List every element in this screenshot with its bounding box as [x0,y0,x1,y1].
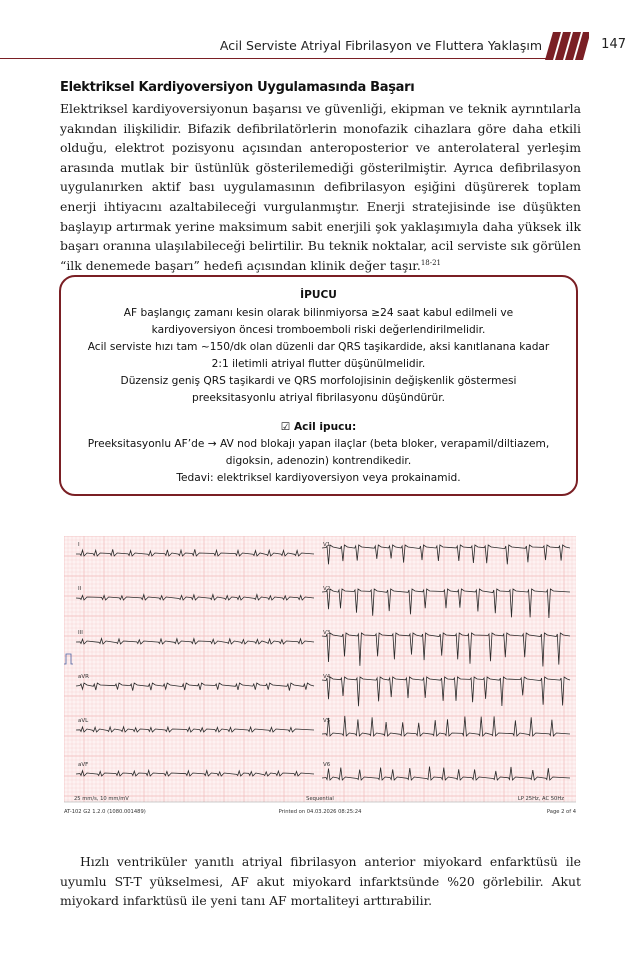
header-rule [0,58,552,59]
lead-label: aVF [78,762,89,768]
lead-label: V5 [323,718,331,724]
ecg-meta-text: 25 mm/s, 10 mm/mV [74,796,129,802]
page-header [0,0,640,64]
lead-label: III [78,630,83,636]
tip-line: Düzensiz geniş QRS taşikardi ve QRS morfolojisinin değişkenlik göstermesi preeksitasyonlu atriyal fibrilasyonu düşündürür. [120,375,517,404]
lead-label: V4 [323,674,331,680]
lead-label: I [78,542,80,548]
ecg-meta-text: Page 2 of 4 [546,809,576,815]
ecg-tracing [64,536,576,819]
ecg-meta-text: Sequential [306,796,334,802]
lead-label: V2 [323,586,331,592]
tip-line: Acil serviste hızı tam ~150/dk olan düzenli dar QRS taşikardide, aksi kanıtlanana kadar 2:1 iletimli atriyal flutter düşünülmelidir. [87,341,550,370]
page-number: 147 [601,37,626,52]
section-title: Elektriksel Kardiyoversiyon Uygulamasında Başarı [60,80,415,95]
lead-label: aVL [78,718,89,724]
running-title: Acil Serviste Atriyal Fibrilasyon ve Fluttera Yaklaşım [219,38,542,53]
lead-label: V1 [323,542,331,548]
acil-tip-line: Preeksitasyonlu AF’de → AV nod blokajı yapan ilaçlar (beta bloker, verapamil/diltiazem, digoksin, adenozin) kontrendikedir. [87,438,550,467]
lead-label: II [78,586,82,592]
ecg-meta-text: LP 25Hz, AC 50Hz [517,796,564,802]
header-stripes-icon [545,32,589,60]
lead-label: V6 [323,762,331,768]
acil-tip-title: ☑ Acil ipucu: [280,421,357,433]
ecg-figure [64,536,576,819]
lead-label: aVR [78,674,89,680]
tip-line: AF başlangıç zamanı kesin olarak bilinmiyorsa ≥24 saat kabul edilmeli ve kardiyoversiyon öncesi tromboemboli riski değerlendirilmelidir. [123,307,514,336]
acil-tip-line: Tedavi: elektriksel kardiyoversiyon veya prokainamid. [176,472,461,484]
ecg-meta-text: Printed on 04.03.2026 08:25:24 [278,809,362,815]
ecg-meta-text: AT-102 G2 1.2.0 (1080.001489) [64,809,146,815]
lead-label: V3 [323,630,331,636]
paragraph-text: Elektriksel kardiyoversiyonun başarısı ve güvenliği, ekipman ve teknik ayrıntılarla yakından ilişkilidir. Bifazik defibrilatörlerin monofazik cihazlara göre daha etkili olduğu, elektrot pozisyonu açısından anteroposterior ve anterolateral yerleşim arasında mutlak bir üstünlük gösterilemediği gösterilmiştir. Ayrıca defibrilasyon uygulanırken aktif bası uygulamasının defibrilasyon eşiğini düşürerek toplam enerji ihtiyacını azaltabileceği vurgulanmıştır. Enerji stratejisinde ise düşükten başlayıp artırmak yerine maksimum sabit enerjili şok yaklaşımıyla daha yüksek ilk başarı oranına ulaşılabileceği belirtilir. Bu teknik noktalar, acil serviste sık görülen “ilk denemede başarı” hedefi açısından klinik değer taşır. [60,101,581,273]
reference-superscript: 18-21 [420,258,441,267]
paragraph-kardiyoversiyon [60,99,581,275]
paragraph-closing: Hızlı ventriküler yanıtlı atriyal fibrilasyon anterior miyokard enfarktüsü ile uyumlu ST-T yükselmesi, AF akut miyokard infarktsünde %20 görlebilir. Akut miyokard infarktüsü ile yeni tanı AF mortaliteyi arttırabilir. [60,854,581,909]
tip-box [59,275,578,496]
tip-title: İPUCU [300,289,337,301]
